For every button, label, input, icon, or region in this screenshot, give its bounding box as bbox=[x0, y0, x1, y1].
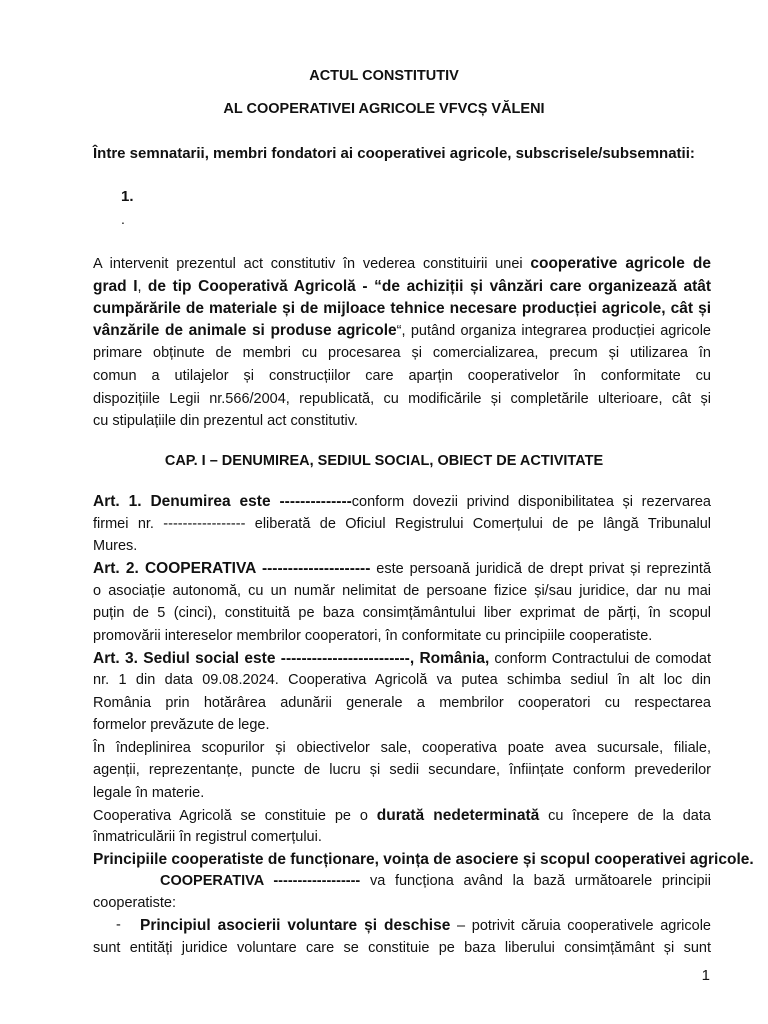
paragraph-line: cooperatiste: bbox=[93, 895, 177, 911]
intro-line: Între semnatarii, membri fondatori ai cooperativei agricole, subscrisele/subsemnatii: bbox=[93, 145, 695, 162]
list-number: 1. bbox=[121, 188, 134, 205]
article-2-line: Art. 2. COOPERATIVA --------------------- este persoană juridică de drept privat și reprezintă bbox=[93, 560, 712, 577]
page-number: 1 bbox=[701, 967, 710, 984]
bullet-line: Principiul asocierii voluntare și deschise – potrivit căruia cooperativele agricole bbox=[140, 917, 711, 934]
article-2-line: puțin de 5 (cinci), constituită pe baza consimțământului liber exprimat de părți, în scopul bbox=[93, 605, 711, 621]
article-1-line: Mures. bbox=[93, 538, 138, 554]
paragraph-line: înmatriculării în registrul comerțului. bbox=[93, 829, 322, 845]
article-1-line: Art. 1. Denumirea este --------------conform dovezii privind disponibilitatea și rezervarea bbox=[93, 493, 711, 510]
paragraph-line: vânzările de animale si produse agricole“, putând organiza integrarea producției agricole bbox=[93, 322, 711, 339]
paragraph-line: cu stipulațiile din prezentul act constitutiv. bbox=[93, 413, 358, 429]
article-1-line: firmei nr. ----------------- eliberată de Oficiul Registrului Comerțului de pe lângă Tribunalul bbox=[93, 516, 711, 532]
document-subtitle: AL COOPERATIVEI AGRICOLE VFVCȘ VĂLENI bbox=[223, 101, 545, 117]
paragraph-line: grad I, de tip Cooperativă Agricolă - “de achiziții și vânzări care organizează atât bbox=[93, 278, 712, 295]
paragraph-line: agenții, reprezentanțe, puncte de lucru și sedii secundare, înființate conform prevederilor bbox=[93, 762, 711, 778]
document-title: ACTUL CONSTITUTIV bbox=[309, 68, 459, 84]
paragraph-line: A intervenit prezentul act constitutiv în vederea constituirii unei cooperative agricole de bbox=[93, 255, 711, 272]
article-3-line: formelor prevăzute de lege. bbox=[93, 717, 270, 733]
bullet-line: sunt entități juridice voluntare care se constituie pe baza liberului consimțământ și sunt bbox=[93, 940, 711, 956]
paragraph-line: comun a utilajelor și construcțiilor care aparțin cooperativelor în conformitate cu bbox=[93, 368, 711, 384]
bullet-dash: - bbox=[116, 917, 121, 933]
paragraph-line: primare obținute de membri cu procesarea și comercializarea, precum și utilizarea în bbox=[93, 345, 711, 361]
paragraph-line: cumpărările de materiale și de mijloace tehnice necesare producției agricole, cât și bbox=[93, 300, 711, 317]
paragraph-line: Cooperativa Agricolă se constituie pe o durată nedeterminată cu începere de la data bbox=[93, 807, 711, 824]
article-3-line: România prin hotărârea adunării generale a membrilor cooperatori cu respectarea bbox=[93, 695, 711, 711]
article-3-line: Art. 3. Sediul social este -------------------------, România, conform Contractului de comodat bbox=[93, 650, 711, 667]
paragraph-line: dispozițiile Legii nr.566/2004, republicată, cu modificările și completările ulterioare, cât și bbox=[93, 391, 711, 407]
paragraph-line: legale în materie. bbox=[93, 785, 205, 801]
chapter-heading: CAP. I – DENUMIREA, SEDIUL SOCIAL, OBIECT DE ACTIVITATE bbox=[164, 453, 604, 469]
article-2-line: o asociație autonomă, cu un număr nelimitat de persoane fizice și/sau juridice, dar nu mai bbox=[93, 583, 711, 599]
principles-heading: Principiile cooperatiste de funcționare, voința de asociere și scopul cooperativei agricole. bbox=[93, 851, 754, 868]
article-3-line: nr. 1 din data 09.08.2024. Cooperativa Agricolă va putea schimba sediul în alt loc din bbox=[93, 672, 711, 688]
paragraph-line: COOPERATIVA ------------------ va funcționa având la bază următoarele principii bbox=[160, 873, 711, 889]
article-2-line: promovării intereselor membrilor cooperatori, în conformitate cu principiile cooperatiste. bbox=[93, 628, 653, 644]
paragraph-line: În îndeplinirea scopurilor și obiectivelor sale, cooperativa poate avea sucursale, filiale, bbox=[93, 740, 711, 756]
list-dot: . bbox=[121, 211, 125, 227]
